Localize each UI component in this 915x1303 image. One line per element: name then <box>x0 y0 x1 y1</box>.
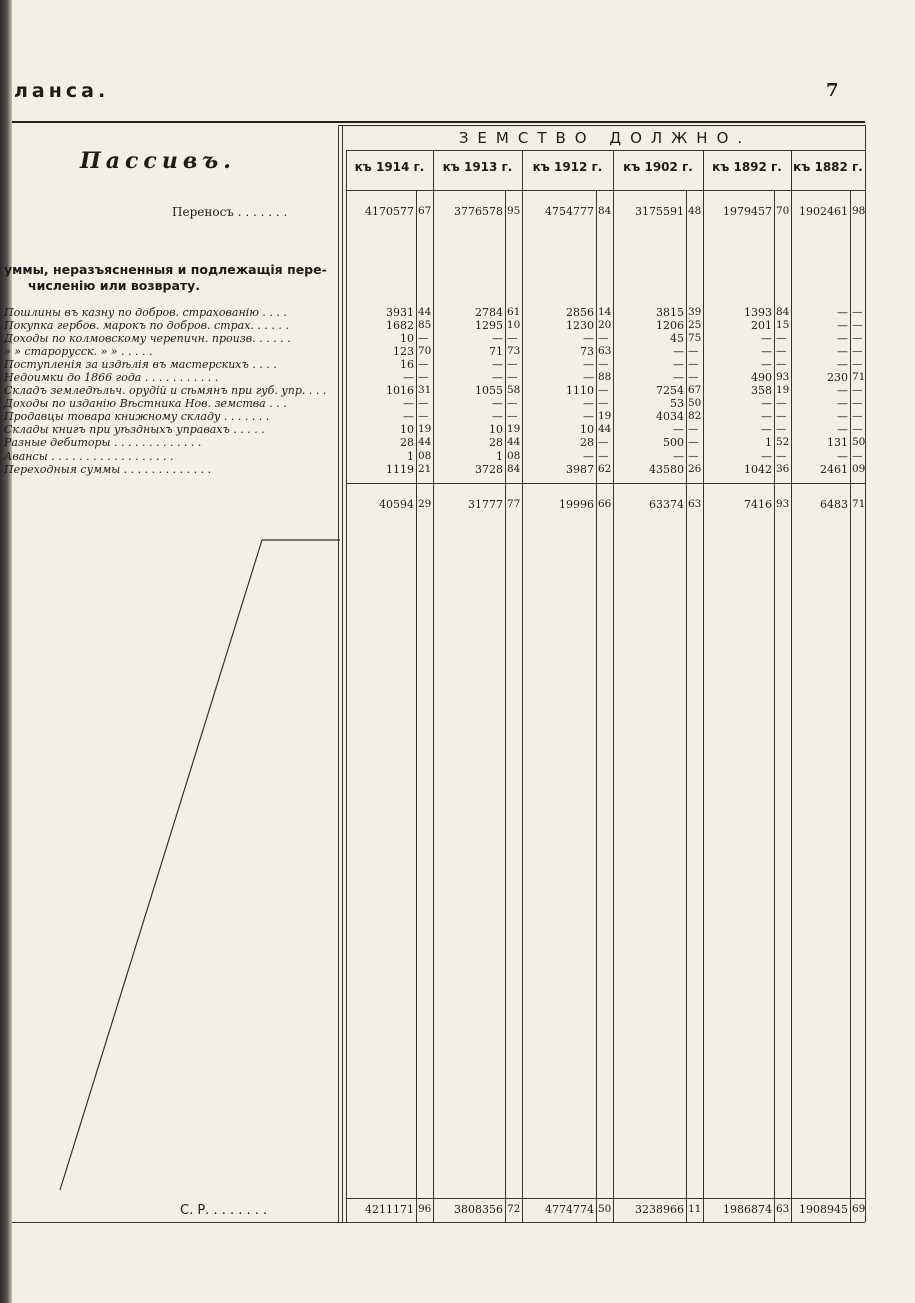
table-cell-kopecks: 36 <box>776 463 790 475</box>
table-cell-rubles: — <box>761 345 772 358</box>
table-cell-kopecks: 14 <box>598 306 612 318</box>
carry-cell-kopecks: 95 <box>507 205 521 217</box>
section-title-line1: уммы, неразъясненныя и подлежащія пере- <box>4 262 327 277</box>
table-cell-kopecks: — <box>852 358 863 370</box>
sr-cell-rubles: 4774774 <box>545 1203 594 1216</box>
table-cell-rubles: — <box>837 423 848 436</box>
table-cell-kopecks: — <box>776 397 787 409</box>
table-cell-kopecks: — <box>776 410 787 422</box>
table-cell-rubles: 28 <box>400 436 414 449</box>
table-cell-kopecks: — <box>507 371 518 383</box>
table-cell-rubles: 4034 <box>656 410 684 423</box>
table-cell-kopecks: 19 <box>418 423 432 435</box>
row-label: Складъ земледѣльч. орудій и сѣмянъ при губ. упр. . . . <box>4 384 327 397</box>
table-cell-rubles: — <box>837 384 848 397</box>
table-cell-rubles: 1206 <box>656 319 684 332</box>
carry-cell-kopecks: 67 <box>418 205 432 217</box>
table-cell-rubles: — <box>492 358 503 371</box>
table-cell-kopecks: — <box>418 358 429 370</box>
table-cell-kopecks: — <box>598 397 609 409</box>
table-cell-kopecks: 71 <box>852 371 866 383</box>
total-cell-rubles: 31777 <box>468 498 503 511</box>
table-cell-rubles: — <box>583 332 594 345</box>
total-cell-kopecks: 93 <box>776 498 790 510</box>
table-cell-kopecks: — <box>776 332 787 344</box>
table-cell-kopecks: — <box>507 358 518 370</box>
table-cell-kopecks: 67 <box>688 384 702 396</box>
sr-cell-kopecks: 50 <box>598 1203 612 1215</box>
total-cell-kopecks: 66 <box>598 498 612 510</box>
table-cell-kopecks: 09 <box>852 463 866 475</box>
sr-cell-rubles: 1908945 <box>799 1203 848 1216</box>
table-cell-kopecks: — <box>418 371 429 383</box>
table-cell-rubles: — <box>761 332 772 345</box>
table-cell-rubles: 71 <box>489 345 503 358</box>
column-header: къ 1902 г. <box>623 160 693 174</box>
table-cell-rubles: 28 <box>580 436 594 449</box>
table-cell-rubles: 10 <box>400 423 414 436</box>
table-cell-kopecks: 84 <box>507 463 521 475</box>
carry-cell-rubles: 1902461 <box>799 205 848 218</box>
table-cell-rubles: 3931 <box>386 306 414 319</box>
table-cell-rubles: — <box>761 397 772 410</box>
carry-cell-rubles: 3776578 <box>454 205 503 218</box>
page-title: Пассивъ. <box>80 148 236 174</box>
table-cell-rubles: — <box>761 450 772 463</box>
table-cell-rubles: — <box>583 358 594 371</box>
table-cell-rubles: — <box>673 371 684 384</box>
table-cell-kopecks: — <box>776 358 787 370</box>
column-header: къ 1913 г. <box>442 160 513 174</box>
table-cell-rubles: — <box>837 410 848 423</box>
table-cell-rubles: 10 <box>580 423 594 436</box>
table-cell-kopecks: 21 <box>418 463 432 475</box>
row-label: Авансы . . . . . . . . . . . . . . . . . . <box>4 450 174 463</box>
table-cell-kopecks: 75 <box>688 332 702 344</box>
table-cell-rubles: 1230 <box>566 319 594 332</box>
table-cell-kopecks: 19 <box>507 423 521 435</box>
table-cell-rubles: — <box>492 371 503 384</box>
table-cell-rubles: 500 <box>663 436 684 449</box>
cancel-stroke-diagonal <box>60 540 262 1190</box>
table-cell-kopecks: — <box>688 450 699 462</box>
table-cell-kopecks: — <box>852 319 863 331</box>
table-cell-rubles: — <box>761 423 772 436</box>
table-cell-kopecks: — <box>418 410 429 422</box>
total-cell-rubles: 40594 <box>379 498 414 511</box>
table-cell-kopecks: — <box>688 371 699 383</box>
table-cell-rubles: 2856 <box>566 306 594 319</box>
total-cell-kopecks: 71 <box>852 498 866 510</box>
table-cell-kopecks: 08 <box>507 450 521 462</box>
row-label: Доходы по изданію Вѣстника Нов. земства . . . <box>4 397 287 410</box>
total-cell-rubles: 6483 <box>820 498 848 511</box>
carry-cell-kopecks: 84 <box>598 205 612 217</box>
sr-cell-rubles: 3238966 <box>635 1203 684 1216</box>
table-cell-kopecks: 58 <box>507 384 521 396</box>
row-label: Склады книгъ при уѣздныхъ управахъ . . . . . <box>4 423 265 436</box>
table-cell-rubles: 10 <box>489 423 503 436</box>
row-label: Поступленія за издѣлія въ мастерскихъ . . . . <box>4 358 277 371</box>
table-cell-kopecks: — <box>852 423 863 435</box>
table-cell-rubles: — <box>583 450 594 463</box>
table-cell-kopecks: — <box>852 450 863 462</box>
carry-cell-rubles: 3175591 <box>635 205 684 218</box>
page-number: 7 <box>826 80 839 101</box>
table-cell-rubles: 1055 <box>475 384 503 397</box>
table-cell-rubles: 3815 <box>656 306 684 319</box>
table-cell-kopecks: 10 <box>507 319 521 331</box>
table-cell-rubles: — <box>492 397 503 410</box>
table-cell-kopecks: — <box>852 332 863 344</box>
table-cell-kopecks: — <box>688 423 699 435</box>
table-cell-kopecks: 44 <box>507 436 521 448</box>
table-cell-kopecks: 85 <box>418 319 432 331</box>
table-cell-kopecks: 70 <box>418 345 432 357</box>
table-cell-rubles: 1016 <box>386 384 414 397</box>
table-cell-kopecks: — <box>776 423 787 435</box>
table-cell-kopecks: 19 <box>598 410 612 422</box>
table-cell-rubles: 43580 <box>649 463 684 476</box>
table-cell-kopecks: 84 <box>776 306 790 318</box>
table-cell-rubles: 2784 <box>475 306 503 319</box>
table-cell-kopecks: — <box>688 345 699 357</box>
total-cell-rubles: 63374 <box>649 498 684 511</box>
row-label: Доходы по колмовскому черепичн. произв. . . . . . <box>4 332 291 345</box>
row-label: Переходныя суммы . . . . . . . . . . . . . <box>4 463 212 476</box>
table-cell-rubles: 73 <box>580 345 594 358</box>
sr-cell-kopecks: 11 <box>688 1203 702 1215</box>
table-cell-kopecks: 62 <box>598 463 612 475</box>
table-cell-rubles: 3987 <box>566 463 594 476</box>
table-cell-rubles: — <box>403 397 414 410</box>
table-cell-kopecks: — <box>776 345 787 357</box>
table-cell-rubles: — <box>673 358 684 371</box>
table-cell-rubles: 1110 <box>566 384 594 397</box>
table-cell-kopecks: 52 <box>776 436 790 448</box>
table-cell-kopecks: — <box>598 384 609 396</box>
table-cell-kopecks: 82 <box>688 410 702 422</box>
table-cell-rubles: — <box>673 345 684 358</box>
table-cell-rubles: — <box>403 371 414 384</box>
group-header: ЗЕМСТВО ДОЛЖНО. <box>458 129 752 147</box>
table-cell-kopecks: 63 <box>598 345 612 357</box>
table-cell-rubles: — <box>837 306 848 319</box>
table-cell-rubles: — <box>403 410 414 423</box>
table-cell-rubles: 123 <box>393 345 414 358</box>
table-cell-rubles: 1042 <box>744 463 772 476</box>
row-label: Разные дебиторы . . . . . . . . . . . . . <box>4 436 202 449</box>
sr-cell-kopecks: 63 <box>776 1203 790 1215</box>
table-cell-kopecks: — <box>418 332 429 344</box>
table-cell-rubles: — <box>837 397 848 410</box>
table-cell-kopecks: — <box>776 450 787 462</box>
table-cell-rubles: 490 <box>751 371 772 384</box>
table-cell-rubles: — <box>583 371 594 384</box>
table-cell-rubles: 1682 <box>386 319 414 332</box>
table-cell-kopecks: 26 <box>688 463 702 475</box>
total-cell-kopecks: 29 <box>418 498 432 510</box>
row-label: Недоимки до 1866 года . . . . . . . . . . . <box>4 371 219 384</box>
carry-cell-kopecks: 70 <box>776 205 790 217</box>
section-title-line2: численію или возврату. <box>28 278 201 293</box>
table-cell-kopecks: — <box>852 306 863 318</box>
row-label: Покупка гербов. марокъ по добров. страх. . . . . . <box>4 319 289 332</box>
table-cell-rubles: 201 <box>751 319 772 332</box>
table-cell-rubles: 10 <box>400 332 414 345</box>
table-cell-kopecks: — <box>598 450 609 462</box>
table-cell-kopecks: 50 <box>688 397 702 409</box>
table-cell-rubles: 1393 <box>744 306 772 319</box>
table-cell-kopecks: 44 <box>598 423 612 435</box>
table-cell-rubles: 3728 <box>475 463 503 476</box>
table-cell-kopecks: 31 <box>418 384 432 396</box>
carry-label: Переносъ . . . . . . . <box>172 205 288 219</box>
table-cell-kopecks: 44 <box>418 306 432 318</box>
column-header: къ 1892 г. <box>712 160 782 174</box>
table-cell-kopecks: 44 <box>418 436 432 448</box>
table-cell-rubles: — <box>837 358 848 371</box>
table-cell-rubles: — <box>761 358 772 371</box>
table-cell-kopecks: — <box>598 332 609 344</box>
carry-cell-kopecks: 98 <box>852 205 866 217</box>
table-cell-rubles: 45 <box>670 332 684 345</box>
table-cell-kopecks: — <box>688 436 699 448</box>
table-cell-rubles: — <box>761 410 772 423</box>
table-cell-kopecks: — <box>598 436 609 448</box>
table-cell-rubles: 1 <box>765 436 772 449</box>
table-cell-rubles: 230 <box>827 371 848 384</box>
table-cell-kopecks: — <box>852 397 863 409</box>
table-cell-kopecks: — <box>852 384 863 396</box>
table-cell-rubles: 53 <box>670 397 684 410</box>
total-cell-kopecks: 77 <box>507 498 521 510</box>
sr-cell-rubles: 4211171 <box>365 1203 414 1216</box>
carry-cell-rubles: 4754777 <box>545 205 594 218</box>
row-label: Продавцы товара книжному складу . . . . . . . <box>4 410 270 423</box>
table-cell-kopecks: 39 <box>688 306 702 318</box>
table-cell-kopecks: — <box>418 397 429 409</box>
total-cell-rubles: 7416 <box>744 498 772 511</box>
table-cell-kopecks: 20 <box>598 319 612 331</box>
table-cell-kopecks: — <box>852 410 863 422</box>
table-cell-rubles: — <box>837 332 848 345</box>
table-cell-rubles: — <box>673 450 684 463</box>
table-cell-rubles: 1295 <box>475 319 503 332</box>
sr-label: С. Р. . . . . . . . <box>180 1203 268 1218</box>
sr-cell-kopecks: 69 <box>852 1203 866 1215</box>
table-cell-kopecks: — <box>852 345 863 357</box>
table-cell-kopecks: 61 <box>507 306 521 318</box>
running-header: ланса. <box>14 80 110 102</box>
table-cell-kopecks: — <box>507 410 518 422</box>
row-label: » » старорусск. » » . . . . . <box>4 345 153 358</box>
column-header: къ 1912 г. <box>532 160 603 174</box>
sr-cell-kopecks: 72 <box>507 1203 521 1215</box>
table-cell-kopecks: 88 <box>598 371 612 383</box>
table-cell-kopecks: — <box>598 358 609 370</box>
table-cell-rubles: — <box>837 345 848 358</box>
table-cell-rubles: 2461 <box>820 463 848 476</box>
table-cell-rubles: 16 <box>400 358 414 371</box>
table-cell-rubles: — <box>583 410 594 423</box>
table-cell-kopecks: 25 <box>688 319 702 331</box>
carry-cell-kopecks: 48 <box>688 205 702 217</box>
total-cell-rubles: 19996 <box>559 498 594 511</box>
table-cell-kopecks: 73 <box>507 345 521 357</box>
table-cell-rubles: 1 <box>496 450 503 463</box>
carry-cell-rubles: 1979457 <box>723 205 772 218</box>
table-cell-rubles: — <box>837 450 848 463</box>
table-cell-rubles: 358 <box>751 384 772 397</box>
table-cell-rubles: 1119 <box>386 463 414 476</box>
table-cell-rubles: 1 <box>407 450 414 463</box>
total-cell-kopecks: 63 <box>688 498 702 510</box>
table-cell-rubles: — <box>583 397 594 410</box>
column-header: къ 1914 г. <box>354 160 425 174</box>
carry-cell-rubles: 4170577 <box>365 205 414 218</box>
table-cell-kopecks: 93 <box>776 371 790 383</box>
table-cell-rubles: 28 <box>489 436 503 449</box>
sr-cell-rubles: 3808356 <box>454 1203 503 1216</box>
table-cell-rubles: 7254 <box>656 384 684 397</box>
table-cell-kopecks: — <box>507 332 518 344</box>
table-cell-rubles: — <box>673 423 684 436</box>
table-cell-kopecks: 19 <box>776 384 790 396</box>
table-cell-kopecks: — <box>507 397 518 409</box>
table-cell-rubles: — <box>492 332 503 345</box>
table-cell-kopecks: 50 <box>852 436 866 448</box>
sr-cell-rubles: 1986874 <box>723 1203 772 1216</box>
column-header: къ 1882 г. <box>793 160 863 174</box>
table-cell-rubles: 131 <box>827 436 848 449</box>
sr-cell-kopecks: 96 <box>418 1203 432 1215</box>
table-cell-kopecks: 08 <box>418 450 432 462</box>
table-cell-kopecks: 15 <box>776 319 790 331</box>
row-label: Пошлины въ казну по добров. страхованію . . . . <box>4 306 287 319</box>
table-cell-kopecks: — <box>688 358 699 370</box>
table-cell-rubles: — <box>492 410 503 423</box>
table-cell-rubles: — <box>837 319 848 332</box>
